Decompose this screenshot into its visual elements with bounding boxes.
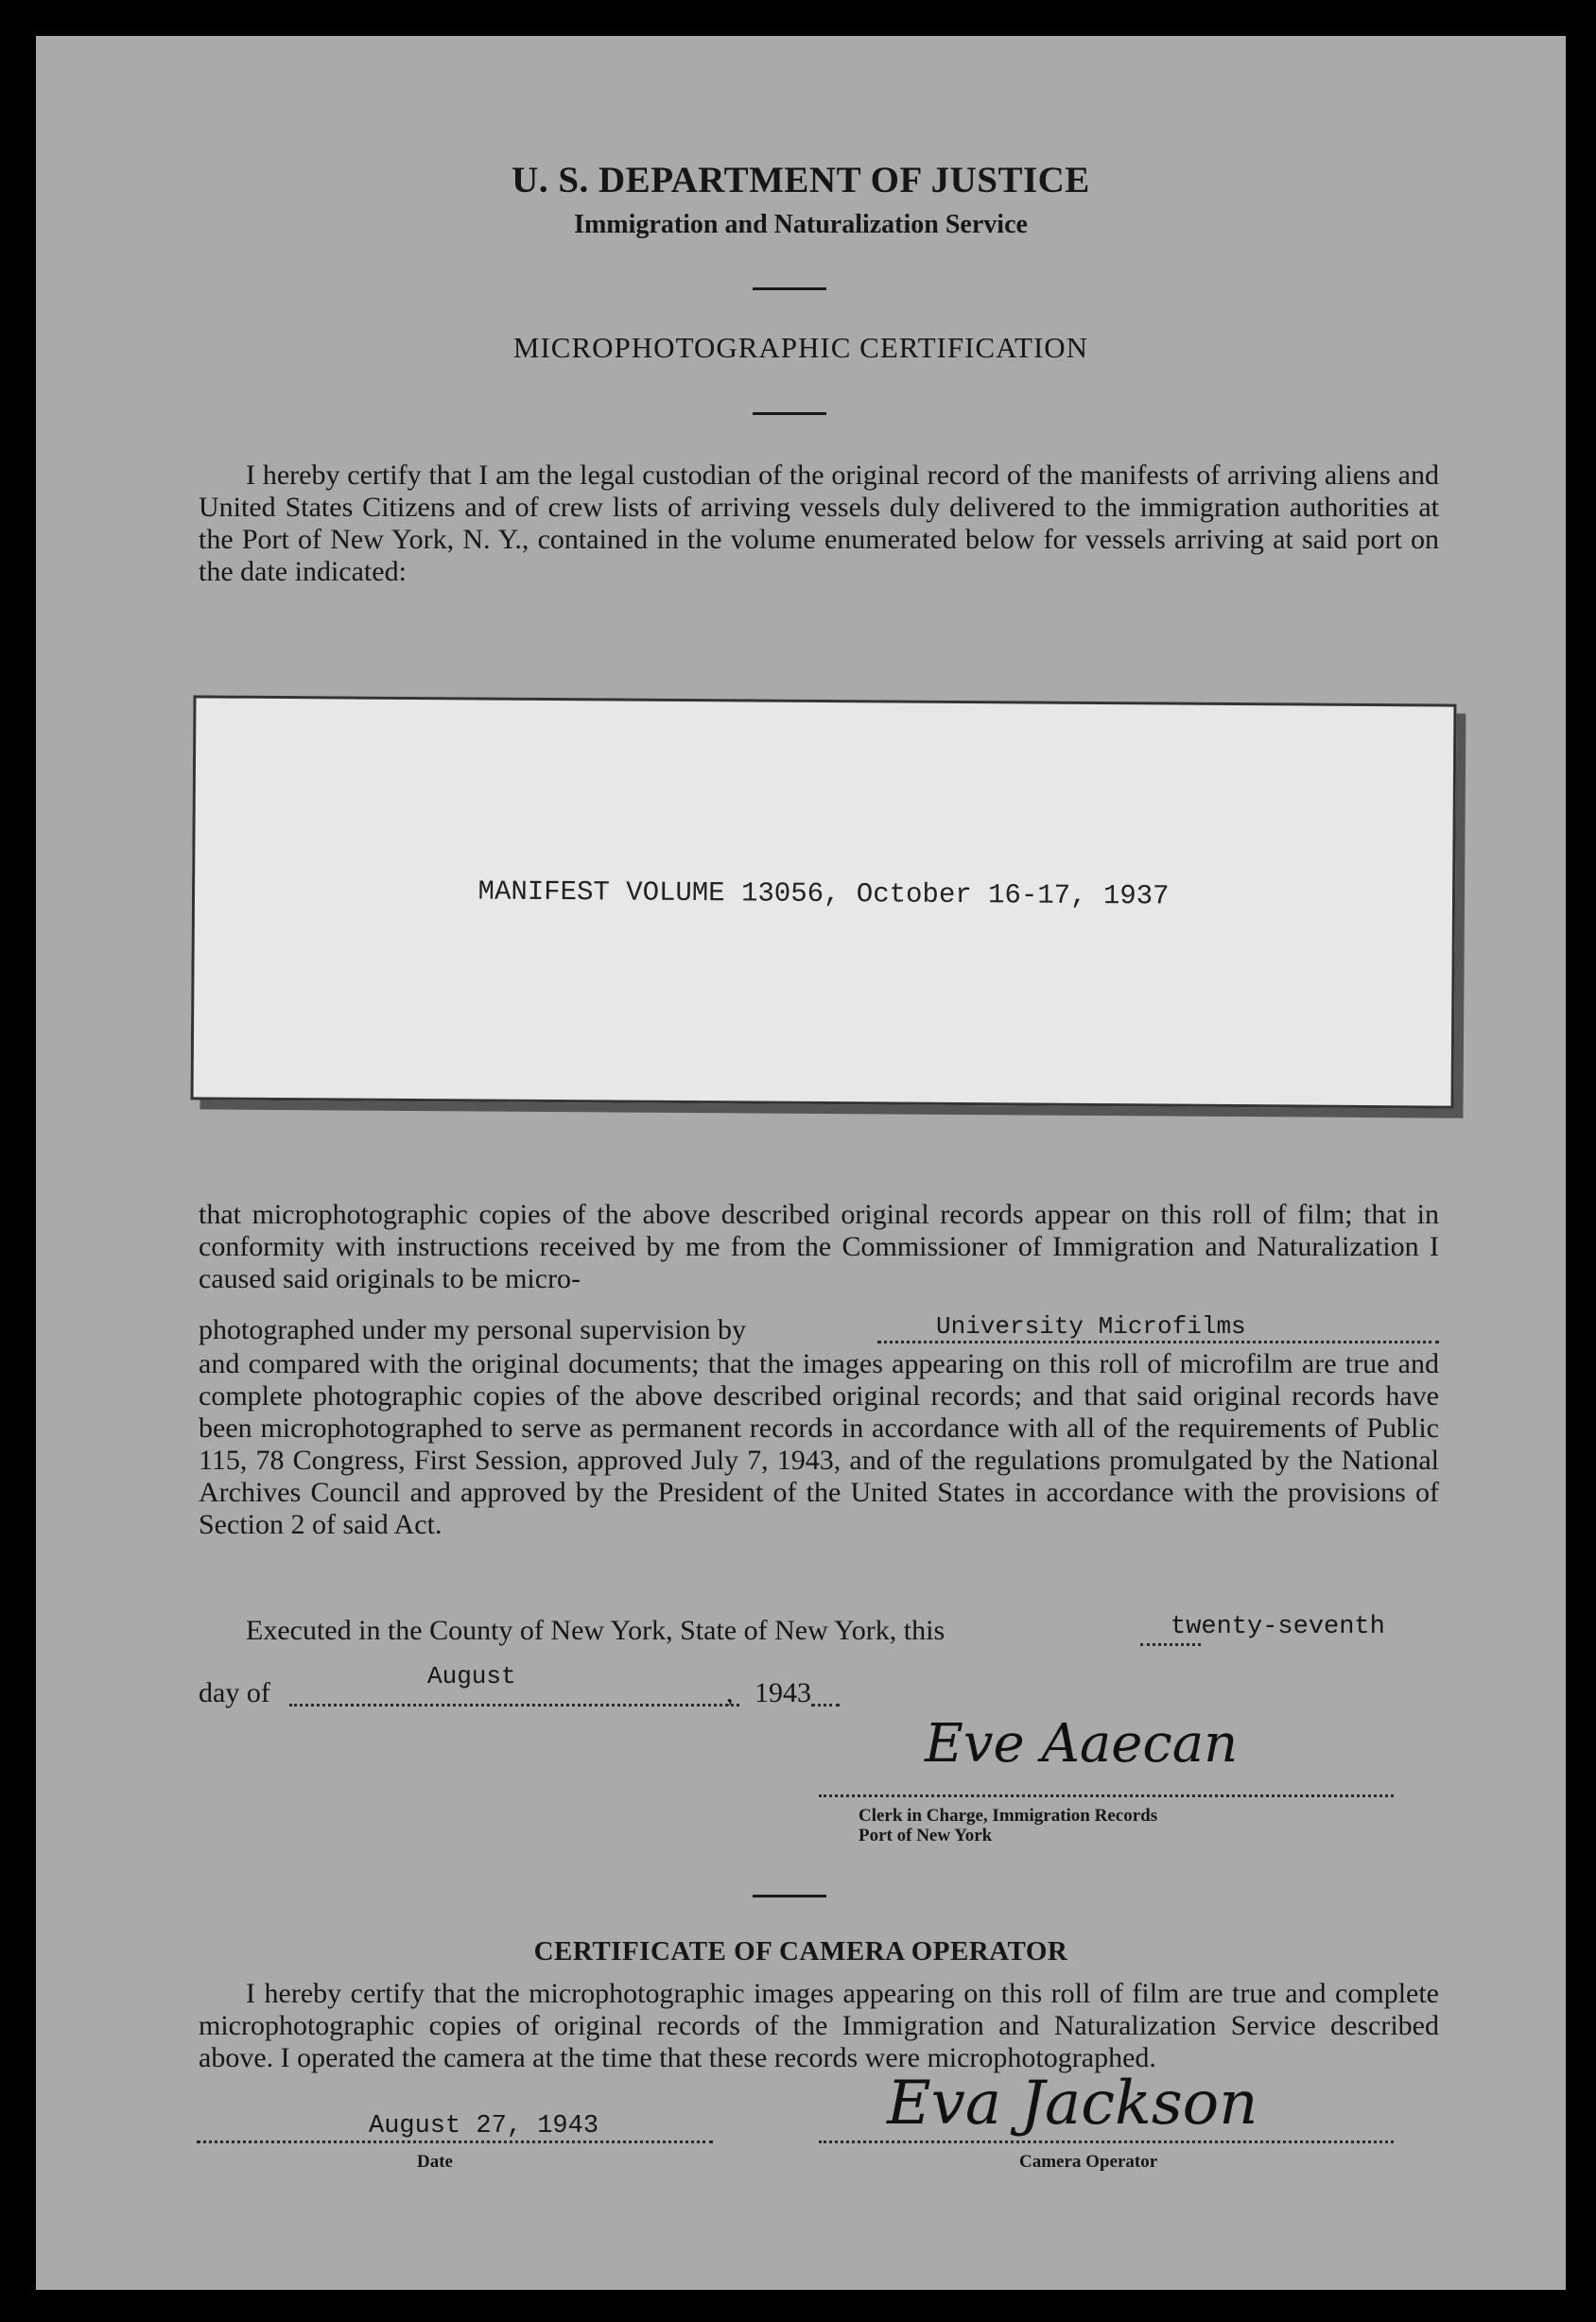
date-label: Date bbox=[417, 2152, 453, 2172]
camera-paragraph: I hereby certify that the microphotographic images appearing on this roll of film are true and complete microphotographic copies of original records of the Immigration and Naturalization Service described above. I operated the camera at the time that these records were microphotographed. bbox=[199, 1978, 1439, 2073]
day-dotted-line bbox=[1140, 1643, 1201, 1646]
department-heading: U. S. DEPARTMENT OF JUSTICE bbox=[512, 160, 1090, 200]
date-signature-line bbox=[197, 2140, 713, 2143]
camera-certificate-title: CERTIFICATE OF CAMERA OPERATOR bbox=[533, 1936, 1068, 1967]
month-value: August bbox=[427, 1662, 516, 1690]
day-of-label: day of bbox=[199, 1677, 270, 1708]
clerk-signature-line bbox=[819, 1794, 1394, 1797]
volume-slip bbox=[191, 695, 1457, 1108]
month-dotted-line bbox=[289, 1704, 739, 1707]
supervision-value: University Microfilms bbox=[936, 1312, 1246, 1341]
executed-text: Executed in the County of New York, State of New York, this bbox=[246, 1615, 945, 1646]
year-comma: , bbox=[726, 1677, 734, 1708]
body-paragraph-2: and compared with the original documents; that the images appearing on this roll of microfilm are true and complete photographic copies of the above described original records; and that said original records have been microphotographed to serve as permanent records in accordance with all of the requirements of Public 115, 78 Congress, First Session, approved July 7, 1943, and of the regulations promulgated by the National Archives Council and approved by the President of the United States in accordance with the provisions of Section 2 of said Act. bbox=[199, 1348, 1439, 1540]
body-paragraph-1: that microphotographic copies of the above described original records appear on this roll of film; that in conformity with instructions received by me from the Commissioner of Immigration and Naturalization I caused said originals to be micro- bbox=[199, 1199, 1439, 1294]
intro-paragraph: I hereby certify that I am the legal custodian of the original record of the manifests of arriving aliens and United States Citizens and of crew lists of arriving vessels duly delivered to the immigration authorities at the Port of New York, N. Y., contained in the volume enumerated below for vessels arriving at said port on the date indicated: bbox=[199, 459, 1439, 587]
certificate-page bbox=[36, 36, 1566, 2290]
year-prefix: 194 bbox=[755, 1677, 797, 1708]
supervision-dotted-line bbox=[877, 1341, 1439, 1343]
certification-title: MICROPHOTOGRAPHIC CERTIFICATION bbox=[512, 331, 1089, 364]
volume-slip-text: MANIFEST VOLUME 13056, October 16-17, 1937 bbox=[477, 875, 1170, 912]
day-value: twenty-seventh bbox=[1171, 1613, 1385, 1641]
operator-signature-line bbox=[819, 2140, 1394, 2143]
supervision-prefix: photographed under my personal supervision by bbox=[199, 1314, 747, 1345]
divider-3 bbox=[753, 1895, 826, 1897]
operator-signature: Eva Jackson bbox=[887, 2069, 1258, 2139]
service-subheading: Immigration and Naturalization Service bbox=[574, 210, 1028, 239]
clerk-title-line2: Port of New York bbox=[859, 1826, 993, 1845]
clerk-signature: Eve Aaecan bbox=[925, 1713, 1239, 1775]
year-suffix: 3 bbox=[797, 1677, 811, 1708]
date-value: August 27, 1943 bbox=[369, 2112, 599, 2140]
divider-top bbox=[753, 287, 826, 290]
operator-label: Camera Operator bbox=[1019, 2152, 1158, 2172]
divider-2 bbox=[753, 412, 826, 415]
clerk-title-line1: Clerk in Charge, Immigration Records bbox=[859, 1806, 1158, 1826]
year-dotted-line bbox=[811, 1704, 840, 1707]
